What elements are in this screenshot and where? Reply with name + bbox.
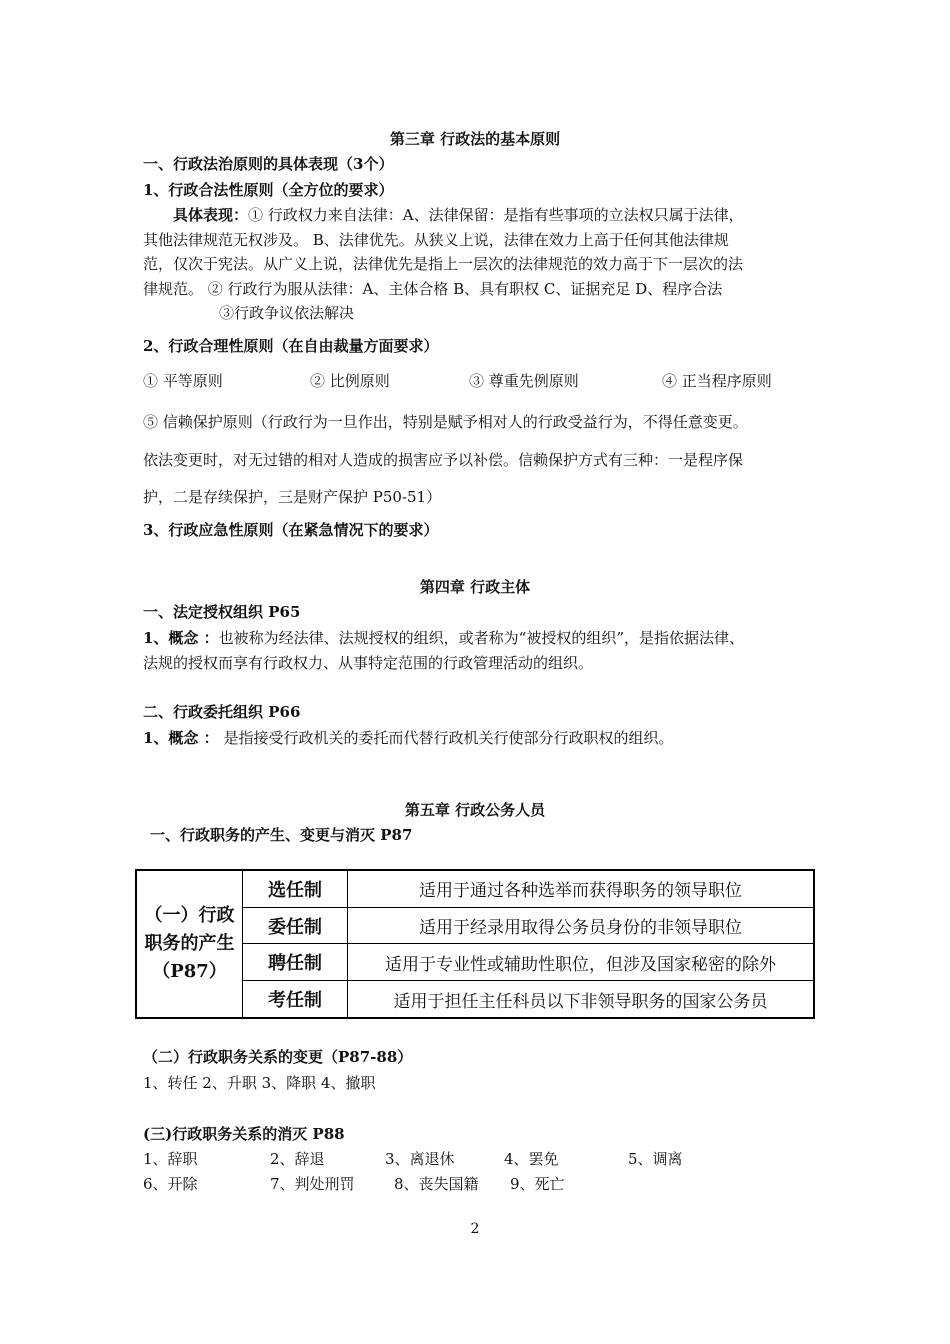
legality-principle-body [143, 203, 811, 326]
termination-item: 7、判处刑罚 [270, 1175, 355, 1193]
termination-item: 1、辞职 [143, 1150, 198, 1168]
body-line: ① 行政权力来自法律：A、法律保留：是指有些事项的立法权只属于法律， [248, 206, 744, 224]
appointment-type: 委任制 [243, 907, 348, 944]
rationality-principle-heading: 2、行政合理性原则（在自由裁量方面要求） [143, 337, 439, 355]
body-line: 法规的授权而享有行政权力、从事特定范围的行政管理活动的组织。 [143, 653, 594, 672]
category-line: 职务的产生 [144, 933, 235, 954]
change-items: 1、转任 2、升职 3、降职 4、撤职 [143, 1074, 376, 1092]
appointment-desc: 适用于专业性或辅助性职位，但涉及国家秘密的除外 [348, 944, 815, 981]
appointment-desc: 适用于通过各种选举而获得职务的领导职位 [348, 870, 815, 907]
principle-item: ② 比例原则 [310, 372, 390, 390]
body-line: 也被称为经法律、法规授权的组织，或者称为“被授权的组织”，是指依据法律、 [218, 629, 745, 647]
appointment-desc: 适用于经录用取得公务员身份的非领导职位 [348, 907, 815, 944]
termination-item: 9、死亡 [510, 1175, 565, 1193]
table-row [136, 870, 814, 907]
ch3-section1-heading: 一、行政法治原则的具体表现（3个） [143, 155, 394, 173]
concept-label: 1、概念 ： [143, 629, 219, 647]
ch4-section1-heading: 一、法定授权组织 P65 [143, 603, 301, 621]
body-line: 是指接受行政机关的委托而代替行政机关行使部分行政职权的组织。 [218, 729, 674, 747]
body-line: ③行政争议依法解决 [219, 304, 355, 322]
ch5-section1-heading: 一、行政职务的产生、变更与消灭 P87 [150, 826, 413, 844]
termination-item: 5、调离 [628, 1150, 683, 1168]
entrusted-org-body [143, 726, 811, 751]
appointment-type: 选任制 [243, 870, 348, 907]
authorized-org-body [143, 626, 811, 675]
duty-generation-table [135, 869, 815, 1019]
trust-protection-body [143, 404, 811, 517]
category-line: （一）行政 [144, 905, 235, 926]
chapter4-title: 第四章 行政主体 [419, 578, 531, 596]
body-line: 律规范。 ② 行政行为服从法律：A、主体合格 B、具有职权 C、证据充足 D、程序合法 [143, 279, 723, 298]
emergency-principle-heading: 3、行政应急性原则（在紧急情况下的要求） [143, 521, 439, 539]
body-line: 其他法律规范无权涉及。 B、法律优先。从狭义上说，法律在效力上高于任何其他法律规 [143, 230, 729, 249]
termination-item: 3、离退休 [385, 1150, 455, 1168]
principle-item: ④ 正当程序原则 [662, 372, 772, 390]
body-line: ⑤ 信赖保护原则（行政行为一旦作出，特别是赋予相对人的行政受益行为，不得任意变更。 [143, 413, 748, 431]
concept-label: 1、概念 ： [143, 729, 219, 747]
appointment-type: 聘任制 [243, 944, 348, 981]
principle-item: ③ 尊重先例原则 [469, 372, 579, 390]
table-category-cell [136, 870, 243, 1018]
appointment-type: 考任制 [243, 981, 348, 1018]
termination-item: 2、辞退 [270, 1150, 325, 1168]
body-lead-label: 具体表现： [173, 206, 249, 224]
legality-principle-heading: 1、行政合法性原则（全方位的要求） [143, 181, 394, 199]
principle-item: ① 平等原则 [143, 372, 223, 390]
appointment-desc: 适用于担任主任科员以下非领导职务的国家公务员 [348, 981, 815, 1018]
page-number: 2 [470, 1221, 480, 1237]
termination-item: 6、开除 [143, 1175, 198, 1193]
body-line: 依法变更时，对无过错的相对人造成的损害应予以补偿。信赖保护方式有三种：一是程序保 [143, 450, 744, 469]
ch5-section3-heading: (三)行政职务关系的消灭 P88 [143, 1125, 345, 1143]
category-line: （P87） [152, 961, 227, 982]
body-line: 护，二是存续保护，三是财产保护 P50-51） [143, 488, 442, 506]
ch4-section2-heading: 二、行政委托组织 P66 [143, 703, 301, 721]
chapter3-title: 第三章 行政法的基本原则 [389, 130, 561, 148]
termination-item: 8、丧失国籍 [394, 1175, 479, 1193]
chapter5-title: 第五章 行政公务人员 [404, 801, 546, 819]
ch5-section2-heading: （二）行政职务关系的变更（P87-88） [143, 1048, 413, 1066]
termination-item: 4、罢免 [504, 1150, 559, 1168]
body-line: 范，仅次于宪法。从广义上说，法律优先是指上一层次的法律规范的效力高于下一层次的法 [143, 255, 744, 273]
